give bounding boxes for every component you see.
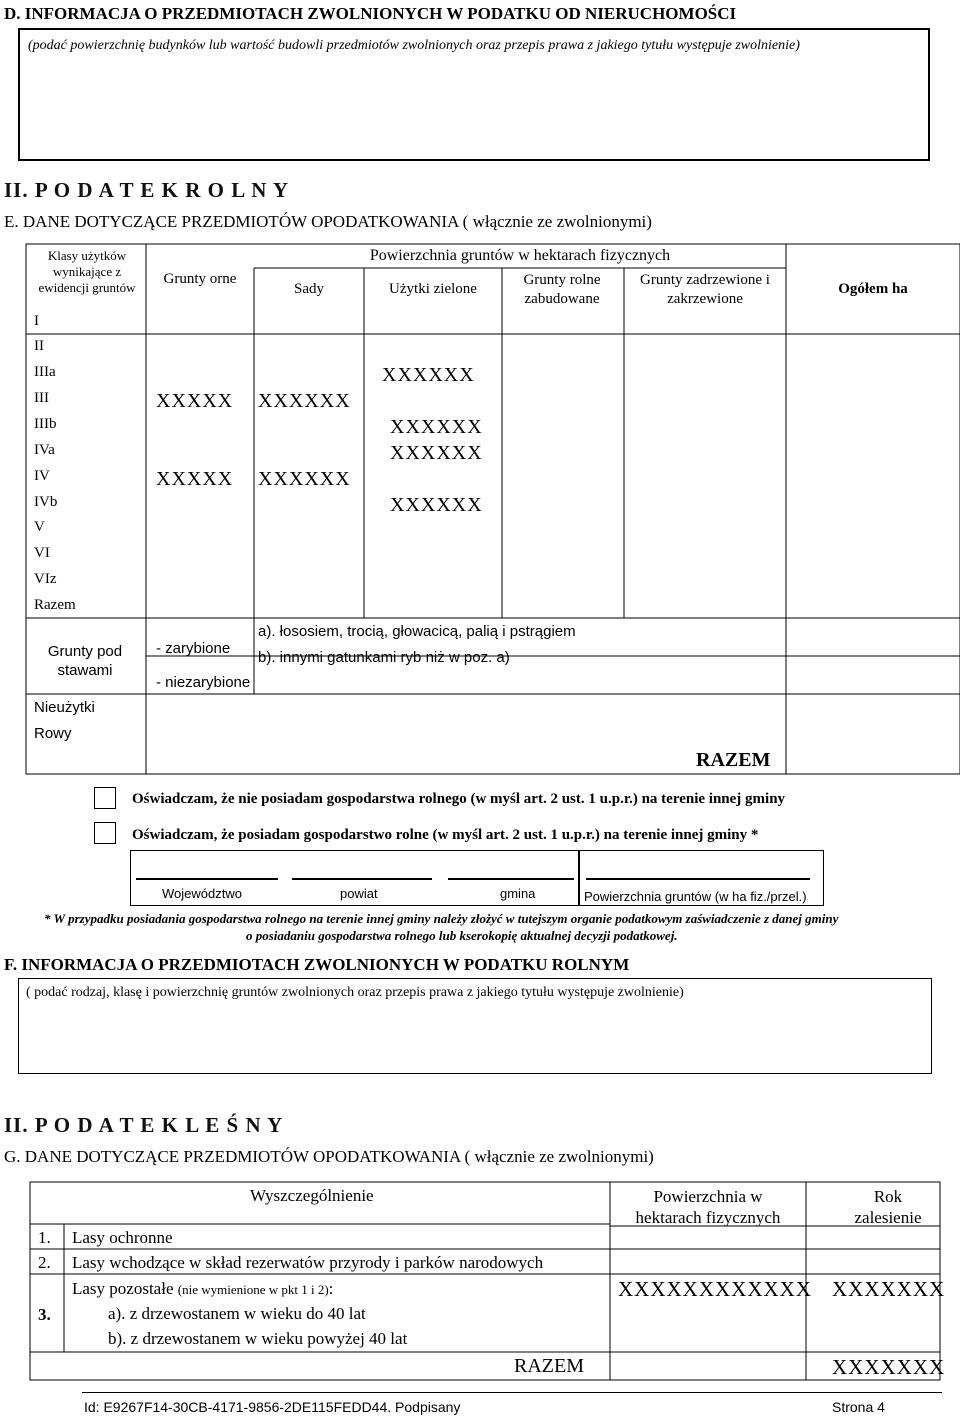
blocked-cell-uzytki-iiia: XXXXXX <box>382 364 475 386</box>
col-rolne-zabudowane-header: Grunty rolne zabudowane <box>523 272 601 307</box>
section-d-note: (podać powierzchnię budynków lub wartość budowli przedmiotów zwolnionych oraz przepis prawa z jakiego tytułu występuje zwolnienie) <box>28 38 800 53</box>
blocked-cell-orne-iv: XXXXX <box>156 468 234 490</box>
oswiadczenie-2-text: Oświadczam, że posiadam gospodarstwo rolne (w myśl art. 2 ust. 1 u.p.r.) na terenie innej gminy * <box>132 827 759 843</box>
class-label-iv: IV <box>34 468 50 484</box>
row-2-label: Lasy wchodzące w skład rezerwatów przyrody i parków narodowych <box>72 1253 544 1272</box>
blocked-cell-sady-iii: XXXXXX <box>258 390 351 412</box>
row-3-label: Lasy pozostałe <box>72 1279 174 1298</box>
razem-lesny-label: RAZEM <box>514 1355 584 1377</box>
col-powierzchnia-header: Powierzchnia gruntów w hektarach fizycznych <box>369 247 671 264</box>
col-uzytki-header: Użytki zielone <box>389 281 477 297</box>
col-klasy-header: Klasy użytków wynikające z ewidencji gruntów <box>38 248 136 295</box>
stawy-option-b: b). innymi gatunkami ryb niż w poz. a) <box>258 649 510 666</box>
blocked-cell-uzytki-iva: XXXXXX <box>390 442 483 464</box>
row-1-label: Lasy ochronne <box>72 1228 173 1247</box>
blocked-cell-sady-iv: XXXXXX <box>258 468 351 490</box>
blocked-cell-rok-3: XXXXXXX <box>832 1277 946 1301</box>
row-3-colon: : <box>328 1279 334 1298</box>
section-g-title: G. DANE DOTYCZĄCE PRZEDMIOTÓW OPODATKOWANIA ( włącznie ze zwolnionymi) <box>4 1147 654 1166</box>
podatek-rolny-heading: II. P O D A T E K R O L N Y <box>4 178 290 202</box>
gmina-line[interactable] <box>448 878 574 880</box>
row-3a-label: a). z drzewostanem w wieku do 40 lat <box>108 1304 366 1323</box>
class-label-iva: IVa <box>34 442 55 458</box>
class-label-i: I <box>34 313 39 329</box>
blocked-cell-rok-razem: XXXXXXX <box>832 1355 946 1379</box>
powiat-line[interactable] <box>292 878 432 880</box>
row-1-number: 1. <box>38 1228 51 1247</box>
powierzchnia-line[interactable] <box>586 878 810 880</box>
class-label-v: V <box>34 519 45 535</box>
class-label-vi: VI <box>34 545 50 561</box>
inna-gmina-divider <box>578 850 580 906</box>
blocked-cell-orne-iii: XXXXX <box>156 390 234 412</box>
oswiadczenie-2-checkbox[interactable] <box>94 822 116 844</box>
footer-rule <box>82 1392 942 1393</box>
blocked-cell-powierzchnia-3: XXXXXXXXXXXX <box>618 1277 812 1301</box>
stawy-option-a: a). łososiem, trocią, głowacicą, palią i pstrągiem <box>258 623 576 640</box>
stawy-label: Grunty pod stawami <box>47 643 123 679</box>
oswiadczenie-1-checkbox[interactable] <box>94 787 116 809</box>
class-label-ivb: IVb <box>34 494 58 510</box>
col-orne-header: Grunty orne <box>163 271 237 287</box>
footnote-line-1: * W przypadku posiadania gospodarstwa rolnego na terenie innej gminy należy złożyć w tutejszym organie podatkowym zaświadczenie z danej gminy <box>44 911 839 926</box>
powiat-label: powiat <box>340 886 378 901</box>
rowy-label: Rowy <box>34 725 72 742</box>
section-e-title: E. DANE DOTYCZĄCE PRZEDMIOTÓW OPODATKOWANIA ( włącznie ze zwolnionymi) <box>4 212 652 231</box>
class-label-razem: Razem <box>34 597 76 613</box>
nieuzytki-label: Nieużytki <box>34 699 95 716</box>
class-label-viz: VIz <box>34 571 57 587</box>
wojewodztwo-label: Województwo <box>162 886 242 901</box>
row-3-note: (nie wymienione w pkt 1 i 2) <box>177 1282 329 1297</box>
class-label-iii: III <box>34 390 49 406</box>
podatek-lesny-heading: II. P O D A T E K L E Ś N Y <box>4 1113 284 1137</box>
class-label-iiia: IIIa <box>34 364 56 380</box>
gmina-label: gmina <box>500 886 536 901</box>
col-zadrzewione-header: Grunty zadrzewione i zakrzewione <box>640 272 770 307</box>
powierzchnia-ha-label: Powierzchnia gruntów (w ha fiz./przel.) <box>584 889 807 904</box>
col-ogolem-header: Ogółem ha <box>838 281 908 297</box>
footer-document-id: Id: E9267F14-30CB-4171-9856-2DE115FEDD44. Podpisany <box>84 1399 461 1415</box>
col-rok-header: Rok zalesienie <box>854 1187 922 1227</box>
razem-rolny-label: RAZEM <box>696 749 771 771</box>
footer-page-number: Strona 4 <box>832 1399 885 1415</box>
class-label-ii: II <box>34 338 44 354</box>
blocked-cell-uzytki-ivb: XXXXXX <box>390 494 483 516</box>
row-3-number: 3. <box>38 1305 51 1324</box>
row-2-number: 2. <box>38 1253 51 1272</box>
class-label-iiib: IIIb <box>34 416 57 432</box>
row-3-label-group <box>72 1279 333 1299</box>
col-powierzchnia-lesny-header: Powierzchnia w hektarach fizycznych <box>635 1187 781 1227</box>
wojewodztwo-line[interactable] <box>136 878 278 880</box>
blocked-cell-uzytki-iiib: XXXXXX <box>390 416 483 438</box>
section-d-title: D. INFORMACJA O PRZEDMIOTACH ZWOLNIONYCH W PODATKU OD NIERUCHOMOŚCI <box>4 4 737 23</box>
col-sady-header: Sady <box>294 281 324 297</box>
oswiadczenie-1-text: Oświadczam, że nie posiadam gospodarstwa rolnego (w myśl art. 2 ust. 1 u.p.r.) na terenie innej gminy <box>132 791 786 807</box>
section-f-note: ( podać rodzaj, klasę i powierzchnię gruntów zwolnionych oraz przepis prawa z jakiego tytułu występuje zwolnienie) <box>26 985 684 1000</box>
niezarybione-label: - niezarybione <box>156 674 251 691</box>
col-wyszczegolnienie-header: Wyszczególnienie <box>250 1186 374 1205</box>
row-3b-label: b). z drzewostanem w wieku powyżej 40 lat <box>108 1329 408 1348</box>
footnote-line-2: o posiadaniu gospodarstwa rolnego lub kserokopię aktualnej decyzji podatkowej. <box>246 928 678 943</box>
zarybione-label: - zarybione <box>156 640 231 657</box>
section-f-title: F. INFORMACJA O PRZEDMIOTACH ZWOLNIONYCH W PODATKU ROLNYM <box>4 955 630 974</box>
